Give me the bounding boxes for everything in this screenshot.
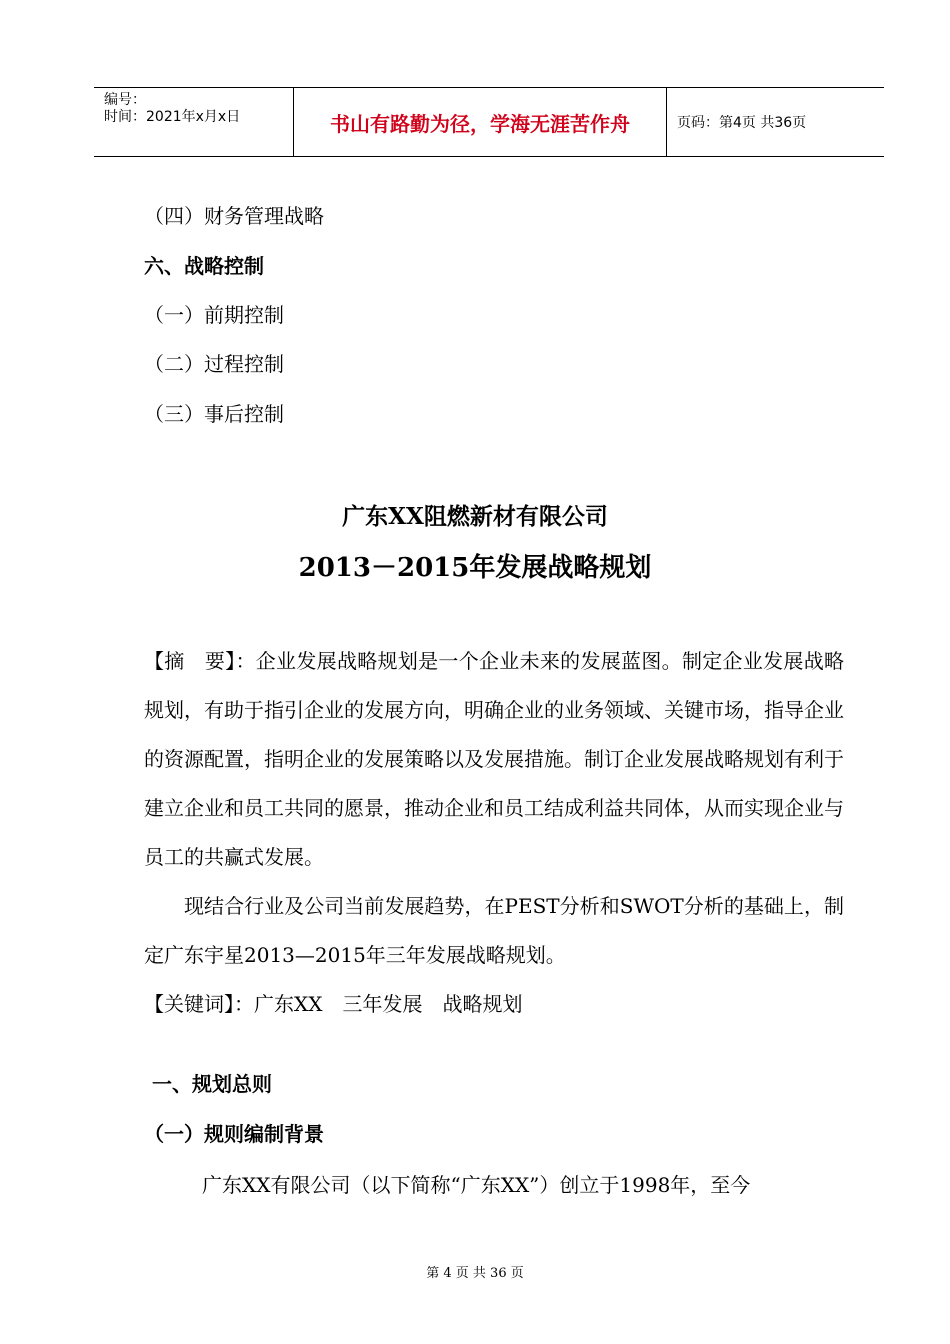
abstract-paragraph-2: 现结合行业及公司当前发展趋势，在PEST分析和SWOT分析的基础上，制定广东宇星2013—2015年三年发展战略规划。	[144, 894, 844, 967]
outline-item-finance-strategy: （四）财务管理战略	[144, 204, 324, 228]
page-header	[94, 87, 884, 157]
page-footer: 第 4 页 共 36 页	[426, 1266, 524, 1281]
abstract-paragraph	[144, 637, 844, 1029]
header-motto: 书山有路勤为径，学海无涯苦作舟	[294, 88, 667, 156]
section-1-subheading: （一）规则编制背景	[144, 1122, 324, 1146]
abstract-text: 企业发展战略规划是一个企业未来的发展蓝图。制定企业发展战略规划，有助于指引企业的发展方向，明确企业的业务领域、关键市场，指导企业的资源配置，指明企业的发展策略以及发展措施。制订企业发展战略规划有利于建立企业和员工共同的愿景，推动企业和员工结成利益共同体，从而实现企业与员工的共赢式发展。	[144, 649, 845, 869]
header-page-number: 页码：第4页 共36页	[677, 115, 807, 131]
abstract-label: 【摘 要】：	[144, 649, 256, 673]
document-date: 时间：2021年x月x日	[104, 109, 241, 125]
section-1-heading: 一、规划总则	[152, 1072, 272, 1096]
document-number-label: 编号：	[104, 92, 146, 108]
outline-section-6-heading: 六、战略控制	[144, 254, 264, 278]
outline-item-post-control: （三）事后控制	[144, 402, 284, 426]
keywords-line: 【关键词】：广东XX 三年发展 战略规划	[144, 992, 523, 1016]
outline-item-process-control: （二）过程控制	[144, 352, 284, 376]
section-1-body-text: 广东XX有限公司（以下简称“广东XX”）创立于1998年，至今	[202, 1173, 751, 1197]
outline-item-early-control: （一）前期控制	[144, 303, 284, 327]
company-name: 广东XX阻燃新材有限公司	[342, 503, 608, 530]
header-meta	[94, 88, 294, 156]
document-title: 2013－2015年发展战略规划	[298, 553, 652, 583]
